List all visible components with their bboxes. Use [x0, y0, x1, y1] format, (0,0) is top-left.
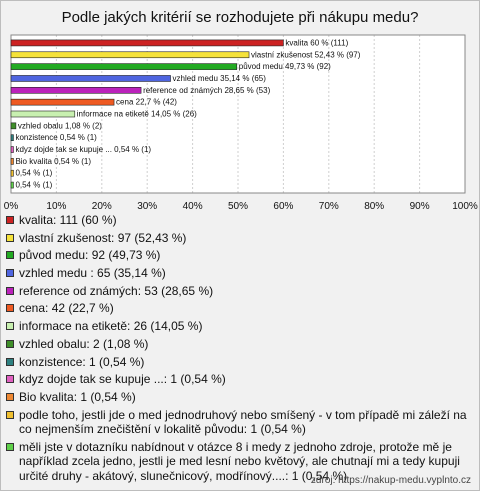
bar	[11, 75, 171, 81]
bar-label: vzhled obalu 1,08 % (2)	[17, 121, 102, 131]
legend-label: podle toho, jestli jde o med jednodruhový nebo smíšený - v tom případě mi záleží na co nejmenším znečištění v lokalitě původu: 1 (0,54 %)	[19, 407, 467, 437]
legend-item	[5, 390, 475, 405]
legend-label: konzistence: 1 (0,54 %)	[19, 354, 145, 369]
bar-label: vlastní zkušenost 52,43 % (97)	[251, 50, 361, 60]
bar	[11, 111, 75, 117]
legend-swatch	[6, 287, 14, 295]
legend-label: Bio kvalita: 1 (0,54 %)	[19, 389, 136, 404]
legend-label: kvalita: 111 (60 %)	[19, 213, 117, 227]
x-tick-label: 40%	[182, 201, 203, 212]
legend-swatch	[6, 443, 14, 451]
bar-label: vzhled medu 35,14 % (65)	[172, 73, 266, 83]
legend-item	[5, 372, 475, 387]
x-tick-label: 80%	[364, 201, 385, 212]
bar	[11, 182, 13, 188]
bar	[11, 52, 249, 58]
bar-label: informace na etiketě 14,05 % (26)	[76, 109, 197, 119]
legend-label: původ medu: 92 (49,73 %)	[19, 248, 161, 263]
legend-item	[5, 337, 475, 352]
legend-label: kdyz dojde tak se kupuje ...: 1 (0,54 %)	[19, 372, 226, 387]
bar-label: 0,54 % (1)	[15, 180, 53, 190]
legend-label: vzhled obalu: 2 (1,08 %)	[19, 336, 149, 351]
legend-swatch	[6, 234, 14, 242]
legend-swatch	[6, 251, 14, 259]
legend-label: měli jste v dotazníku nabídnout v otázce 8 i medy z jednoho zdroje, protože mě je například zcela jedno, jestli je med lesní nebo květový, ale chutnají mi a tedy kupuji určité druhy - akátový, slunečnicový, modřínový....: 1 (0,54 %)	[19, 439, 460, 483]
legend-swatch	[6, 269, 14, 277]
bar	[11, 99, 114, 105]
bar-label: cena 22,7 % (42)	[116, 97, 177, 107]
legend-item	[5, 248, 475, 263]
bar	[11, 40, 283, 46]
x-tick-label: 60%	[273, 201, 294, 212]
x-tick-label: 100%	[452, 201, 478, 212]
bar	[11, 64, 237, 70]
x-tick-label: 30%	[137, 201, 158, 212]
legend-label: vzhled medu : 65 (35,14 %)	[19, 266, 166, 281]
legend-swatch	[6, 375, 14, 383]
legend-swatch	[6, 358, 14, 366]
legend-label: cena: 42 (22,7 %)	[19, 301, 114, 316]
legend-label: informace na etiketě: 26 (14,05 %)	[19, 319, 203, 334]
x-tick-label: 50%	[227, 201, 249, 212]
bar-label: původ medu 49,73 % (92)	[238, 62, 331, 72]
legend-swatch	[6, 393, 14, 401]
bar-label: Bio kvalita 0,54 % (1)	[15, 156, 92, 166]
legend-item	[5, 355, 475, 370]
bar-label: 0,54 % (1)	[15, 168, 53, 178]
legend-item	[5, 319, 475, 334]
chart-title: Podle jakých kritérií se rozhodujete při nákupu medu?	[61, 9, 419, 26]
x-tick-label: 0%	[3, 201, 19, 212]
legend-item	[5, 301, 475, 316]
legend-swatch	[6, 322, 14, 330]
legend-item	[5, 284, 475, 299]
bar	[11, 158, 13, 164]
x-tick-label: 20%	[91, 201, 112, 212]
bar	[11, 135, 13, 141]
bar	[11, 170, 13, 176]
legend-swatch	[6, 411, 14, 419]
x-tick-label: 10%	[46, 201, 67, 212]
x-tick-label: 70%	[318, 201, 339, 212]
legend-label: vlastní zkušenost: 97 (52,43 %)	[19, 230, 187, 245]
legend-item	[5, 213, 475, 228]
legend-item	[5, 231, 475, 246]
bar-plot	[1, 1, 479, 213]
bar-label: kvalita 60 % (111)	[285, 38, 349, 48]
legend-swatch	[6, 304, 14, 312]
legend	[5, 213, 475, 486]
legend-item	[5, 266, 475, 281]
bar-label: kdyz dojde tak se kupuje ... 0,54 % (1)	[15, 145, 152, 155]
x-tick-label: 90%	[409, 201, 430, 212]
legend-swatch	[6, 340, 14, 348]
legend-item	[5, 408, 475, 437]
bar	[11, 123, 16, 129]
legend-swatch	[6, 216, 14, 224]
legend-label: reference od známých: 53 (28,65 %)	[19, 283, 214, 298]
bar-label: reference od známých 28,65 % (53)	[143, 85, 271, 95]
bar	[11, 87, 141, 93]
bar	[11, 147, 13, 153]
source-note: zdroj: https://nakup-medu.vyplnto.cz	[310, 475, 471, 486]
bar-label: konzistence 0,54 % (1)	[15, 133, 97, 143]
